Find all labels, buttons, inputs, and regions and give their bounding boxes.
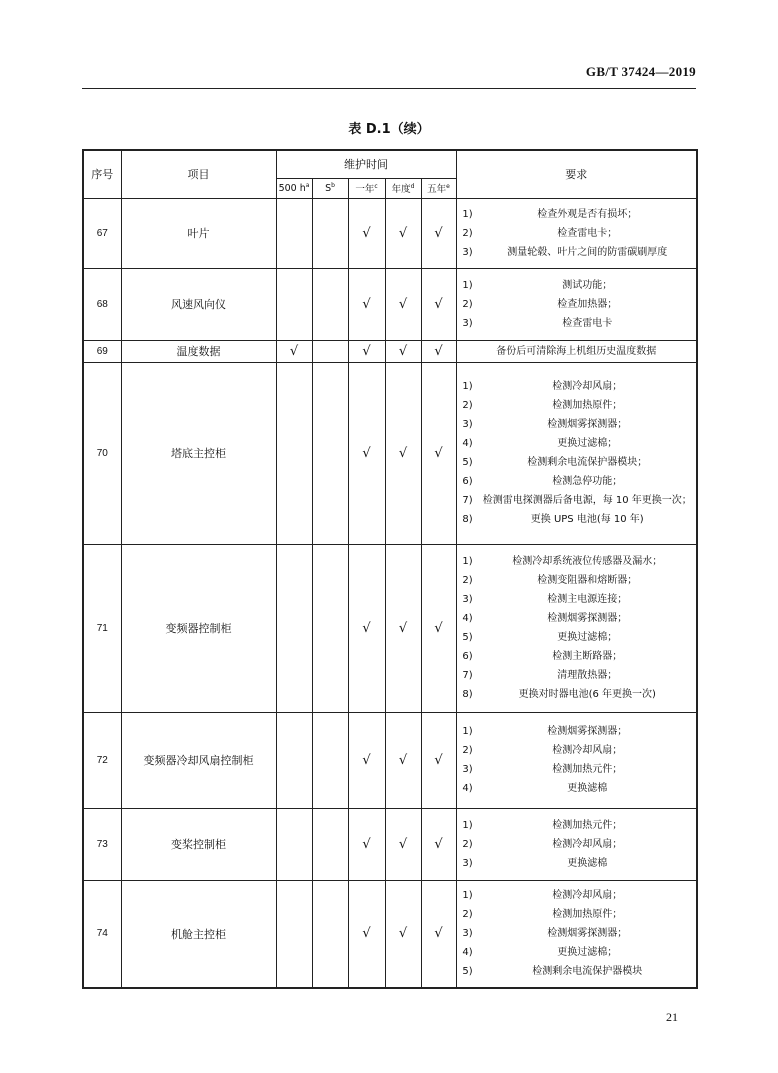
check-cell-cY: √ — [385, 198, 421, 268]
requirement-item: 1) 检测冷却风扇； — [462, 890, 623, 902]
requirement-item: 8) 更换 UPS 电池(每 10 年) — [462, 514, 644, 525]
check-cell-c5: √ — [421, 544, 456, 712]
check-cell-cS — [312, 362, 348, 544]
row-requirements — [456, 362, 697, 544]
col-header-time-4: 五年$^e$ — [421, 178, 456, 198]
row-seq: 70 — [83, 362, 121, 544]
requirement-item: 1) 检测冷却风扇； — [462, 381, 623, 392]
row-seq: 72 — [83, 712, 121, 808]
row-seq: 69 — [83, 340, 121, 362]
row-item: 变桨控制柜 — [121, 808, 276, 880]
requirement-item: 5) 检测剩余电流保护器模块 — [462, 966, 643, 978]
requirement-item: 7) 清理散热器； — [462, 670, 618, 681]
check-cell-c1: √ — [348, 340, 385, 362]
check-cell-c500: √ — [276, 340, 312, 362]
requirement-item: 6) 检测主断路器； — [462, 651, 623, 662]
requirement-item: 8) 更换对时器电池(6 年更换一次) — [462, 689, 656, 700]
check-cell-c500 — [276, 198, 312, 268]
check-cell-cY: √ — [385, 268, 421, 340]
check-cell-cS — [312, 340, 348, 362]
table-row — [83, 198, 697, 268]
check-cell-cY: √ — [385, 544, 421, 712]
standard-code: GB/T 37424—2019 — [585, 64, 696, 79]
row-seq: 74 — [83, 880, 121, 988]
row-item: 塔底主控柜 — [121, 362, 276, 544]
requirement-item: 2) 检测加热原件； — [462, 400, 623, 411]
requirement-item: 4) 更换滤棉 — [462, 783, 608, 794]
requirement-item: 2) 检查雷电卡； — [462, 227, 618, 239]
check-cell-cS — [312, 880, 348, 988]
requirement-item: 2) 检测加热原件； — [462, 909, 623, 921]
requirement-item: 1) 检查外观是否有损坏； — [462, 208, 638, 220]
row-item: 叶片 — [121, 198, 276, 268]
row-requirements — [456, 268, 697, 340]
check-cell-c500 — [276, 268, 312, 340]
requirement-item: 3) 检测烟雾探测器； — [462, 928, 628, 940]
check-cell-c5: √ — [421, 340, 456, 362]
requirement-item: 2) 检测变阻器和熔断器； — [462, 575, 638, 586]
check-cell-cY: √ — [385, 340, 421, 362]
requirement-item: 备份后可清除海上机组历史温度数据 — [496, 345, 657, 357]
row-item: 变频器控制柜 — [121, 544, 276, 712]
page-number: 21 — [666, 1010, 678, 1024]
requirement-item: 3) 检查雷电卡 — [462, 317, 613, 329]
requirement-item: 3) 检测烟雾探测器； — [462, 419, 628, 430]
row-item: 变频器冷却风扇控制柜 — [121, 712, 276, 808]
header-rule — [82, 88, 696, 89]
table-title: 表 D.1（续） — [348, 122, 430, 137]
requirement-item: 4) 检测烟雾探测器； — [462, 613, 628, 624]
col-header-time-3: 年度$^d$ — [385, 178, 421, 198]
row-seq: 67 — [83, 198, 121, 268]
maintenance-table — [82, 149, 698, 989]
requirement-item: 1) 检测烟雾探测器； — [462, 726, 628, 737]
requirement-item: 4) 更换过滤棉； — [462, 438, 618, 449]
col-header-time-0: 500 $h^a$ — [276, 178, 312, 198]
requirement-item: 2) 检测冷却风扇； — [462, 745, 623, 756]
row-requirements — [456, 808, 697, 880]
check-cell-c5: √ — [421, 712, 456, 808]
table-row — [83, 268, 697, 340]
check-cell-c1: √ — [348, 712, 385, 808]
check-cell-cS — [312, 544, 348, 712]
check-cell-c500 — [276, 712, 312, 808]
requirement-item: 1) 检测加热元件； — [462, 819, 623, 831]
col-header-seq: 序号 — [83, 150, 121, 198]
requirement-item: 1) 测试功能； — [462, 279, 613, 291]
check-cell-cS — [312, 268, 348, 340]
table-row — [83, 880, 697, 988]
requirement-item: 2) 检查加热器； — [462, 298, 618, 310]
check-cell-cY: √ — [385, 808, 421, 880]
check-cell-cY: √ — [385, 362, 421, 544]
requirement-item: 7) 检测雷电探测器后备电源，每 10 年更换一次； — [462, 495, 692, 506]
col-header-item: 项目 — [121, 150, 276, 198]
row-item: 风速风向仪 — [121, 268, 276, 340]
check-cell-c1: √ — [348, 880, 385, 988]
check-cell-c500 — [276, 362, 312, 544]
table-row — [83, 340, 697, 362]
row-item: 温度数据 — [121, 340, 276, 362]
table-row — [83, 544, 697, 712]
requirement-item: 1) 检测冷却系统液位传感器及漏水； — [462, 556, 663, 567]
requirement-item: 6) 检测急停功能； — [462, 476, 623, 487]
requirement-item: 4) 更换过滤棉； — [462, 947, 618, 959]
check-cell-c1: √ — [348, 544, 385, 712]
row-seq: 71 — [83, 544, 121, 712]
row-requirements — [456, 544, 697, 712]
check-cell-cY: √ — [385, 880, 421, 988]
row-requirements — [456, 712, 697, 808]
check-cell-c5: √ — [421, 880, 456, 988]
col-header-time-1: $S^b$ — [312, 178, 348, 198]
row-requirements — [456, 198, 697, 268]
check-cell-c500 — [276, 880, 312, 988]
check-cell-c5: √ — [421, 362, 456, 544]
check-cell-c500 — [276, 544, 312, 712]
row-item: 机舱主控柜 — [121, 880, 276, 988]
row-seq: 73 — [83, 808, 121, 880]
check-cell-c5: √ — [421, 198, 456, 268]
check-cell-c1: √ — [348, 362, 385, 544]
check-cell-c1: √ — [348, 198, 385, 268]
col-header-time-2: 一年$^c$ — [348, 178, 385, 198]
row-seq: 68 — [83, 268, 121, 340]
check-cell-c1: √ — [348, 268, 385, 340]
col-header-requirements: 要求 — [456, 150, 697, 198]
check-cell-cS — [312, 198, 348, 268]
row-requirements — [456, 880, 697, 988]
check-cell-c1: √ — [348, 808, 385, 880]
requirement-item: 3) 检测加热元件； — [462, 764, 623, 775]
check-cell-cS — [312, 712, 348, 808]
requirement-item: 5) 更换过滤棉； — [462, 632, 618, 643]
check-cell-c5: √ — [421, 268, 456, 340]
row-requirements — [456, 340, 697, 362]
requirement-item: 5) 检测剩余电流保护器模块； — [462, 457, 648, 468]
table-row — [83, 808, 697, 880]
table-row — [83, 362, 697, 544]
check-cell-c5: √ — [421, 808, 456, 880]
col-header-maintenance-time: 维护时间 — [276, 150, 456, 178]
requirement-item: 3) 更换滤棉 — [462, 857, 608, 869]
requirement-item: 3) 检测主电源连接； — [462, 594, 628, 605]
check-cell-cS — [312, 808, 348, 880]
requirement-item: 2) 检测冷却风扇； — [462, 838, 623, 850]
requirement-item: 3) 测量轮毂、叶片之间的防雷碳刷厚度 — [462, 246, 668, 258]
check-cell-c500 — [276, 808, 312, 880]
check-cell-cY: √ — [385, 712, 421, 808]
table-row — [83, 712, 697, 808]
